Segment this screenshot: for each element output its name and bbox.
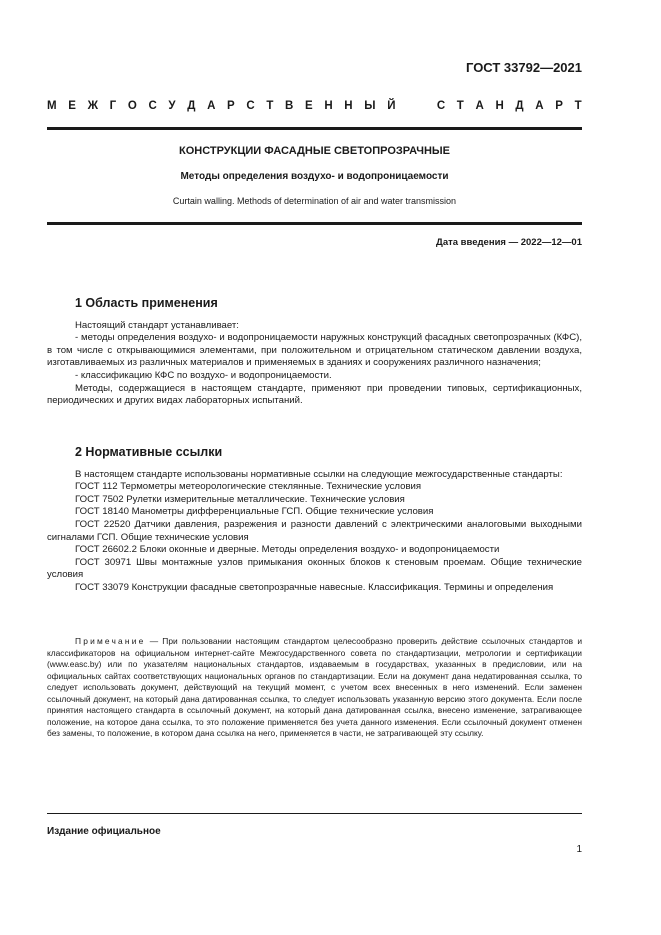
- reference-item: ГОСТ 7502 Рулетки измерительные металлические. Технические условия: [75, 493, 405, 505]
- reference-item: ГОСТ 33079 Конструкции фасадные светопрозрачные навесные. Классификация. Термины и определения: [75, 581, 554, 593]
- banner-letter: В: [285, 100, 294, 112]
- banner-letter: Д: [187, 100, 196, 112]
- banner-letter: С: [436, 100, 446, 112]
- introduction-date: Дата введения — 2022—12—01: [436, 237, 582, 248]
- banner-letter: Т: [456, 100, 464, 112]
- banner-letter: А: [475, 100, 484, 112]
- note-text: — При пользовании настоящим стандартом целесообразно проверить действие ссылочных стандартов и классификаторов на официальном интернет-сайте Межгосударственного совета по стандартизации, метрологии и сертификации (www.easc.by) или по указателям национальных стандартов, издаваемым в государствах, указанных в предисловии, или на официальных сайтах соответствующих национальных органов по стандартизации. Если на документ дана недатированная ссылка, то следует использовать документ, действующий на текущий момент, с учетом всех внесенных в него изменений. Если заменен ссылочный документ, на который дана датированная ссылка, то следует использовать указанную версию этого документа. Если после принятия настоящего стандарта в ссылочный документ, на который дана датированная ссылка, внесено изменение, затрагивающее положение, на которое дана ссылка, то это положение применяется без учета данного изменения. Если ссылочный документ отменен без замены, то положение, в котором дана ссылка на него, применяется в части, не затрагивающей эту ссылку.: [47, 636, 582, 738]
- reference-item: ГОСТ 30971 Швы монтажные узлов примыкания оконных блоков к стеновым проемам. Общие технические условия: [47, 556, 582, 581]
- banner-letter: Р: [555, 100, 563, 112]
- note-label: Примечание: [75, 636, 146, 646]
- banner-letter: М: [47, 100, 57, 112]
- document-subtitle: Методы определения воздухо- и водопроницаемости: [180, 171, 449, 182]
- document-number: ГОСТ 33792—2021: [466, 60, 582, 75]
- reference-item: ГОСТ 26602.2 Блоки оконные и дверные. Методы определения воздухо- и водопроницаемости: [75, 544, 500, 556]
- banner-letter: У: [168, 100, 176, 112]
- page-number: 1: [576, 844, 582, 855]
- banner-letter: А: [535, 100, 544, 112]
- paragraph: В настоящем стандарте использованы нормативные ссылки на следующие межгосударственные стандарты:: [75, 468, 563, 480]
- banner-letter: О: [127, 100, 137, 112]
- banner-letter: Р: [227, 100, 235, 112]
- banner-letter: Й: [387, 100, 396, 112]
- banner-letter: [407, 100, 410, 112]
- section-heading: 2 Нормативные ссылки: [75, 445, 223, 459]
- banner-letter: Е: [68, 100, 76, 112]
- paragraph: - классификацию КФС по воздухо- и водопроницаемости.: [75, 369, 332, 381]
- reference-item: ГОСТ 22520 Датчики давления, разрежения и разности давлений с электрическими аналоговыми выходными сигналами ГСП. Общие технические условия: [47, 518, 582, 543]
- top-rule: [47, 127, 582, 130]
- title-bottom-rule: [47, 222, 582, 225]
- section-heading: 1 Область применения: [75, 296, 218, 310]
- banner-letter: Д: [515, 100, 524, 112]
- banner-letter: [422, 100, 425, 112]
- paragraph: Настоящий стандарт устанавливает:: [75, 319, 239, 331]
- banner-letter: Т: [574, 100, 582, 112]
- reference-item: ГОСТ 112 Термометры метеорологические стеклянные. Технические условия: [75, 481, 422, 493]
- banner-letter: Н: [495, 100, 504, 112]
- reference-item: ГОСТ 18140 Манометры дифференциальные ГСП. Общие технические условия: [75, 506, 434, 518]
- document-title-english: Curtain walling. Methods of determination of air and water transmission: [172, 196, 457, 206]
- paragraph: - методы определения воздухо- и водопроницаемости наружных конструкций фасадных светопрозрачных (КФС), в том числе с открывающимися элементами, при положительном и отрицательном статическом давлении воздуха, изготавливаемых из различных материалов и применяемых в зданиях и сооружениях различного назначения;: [47, 332, 582, 369]
- banner-letter: Ы: [364, 100, 376, 112]
- banner-letter: Ж: [87, 100, 98, 112]
- standard-type-banner: [47, 100, 582, 112]
- footer-rule: [47, 813, 582, 814]
- banner-letter: Е: [305, 100, 313, 112]
- official-edition-label: Издание официальное: [47, 826, 161, 837]
- section-normative-references: [47, 446, 582, 595]
- note-block: [47, 636, 582, 740]
- banner-letter: С: [246, 100, 255, 112]
- banner-letter: Г: [109, 100, 117, 112]
- banner-letter: С: [148, 100, 157, 112]
- banner-letter: Т: [266, 100, 274, 112]
- document-title: КОНСТРУКЦИИ ФАСАДНЫЕ СВЕТОПРОЗРАЧНЫЕ: [178, 145, 451, 157]
- section-scope: [47, 297, 582, 408]
- paragraph: Методы, содержащиеся в настоящем стандарте, применяют при проведении типовых, сертификационных, периодических и других видах лабораторных испытаний.: [47, 382, 582, 407]
- banner-letter: А: [207, 100, 216, 112]
- banner-letter: Н: [344, 100, 353, 112]
- banner-letter: Н: [324, 100, 333, 112]
